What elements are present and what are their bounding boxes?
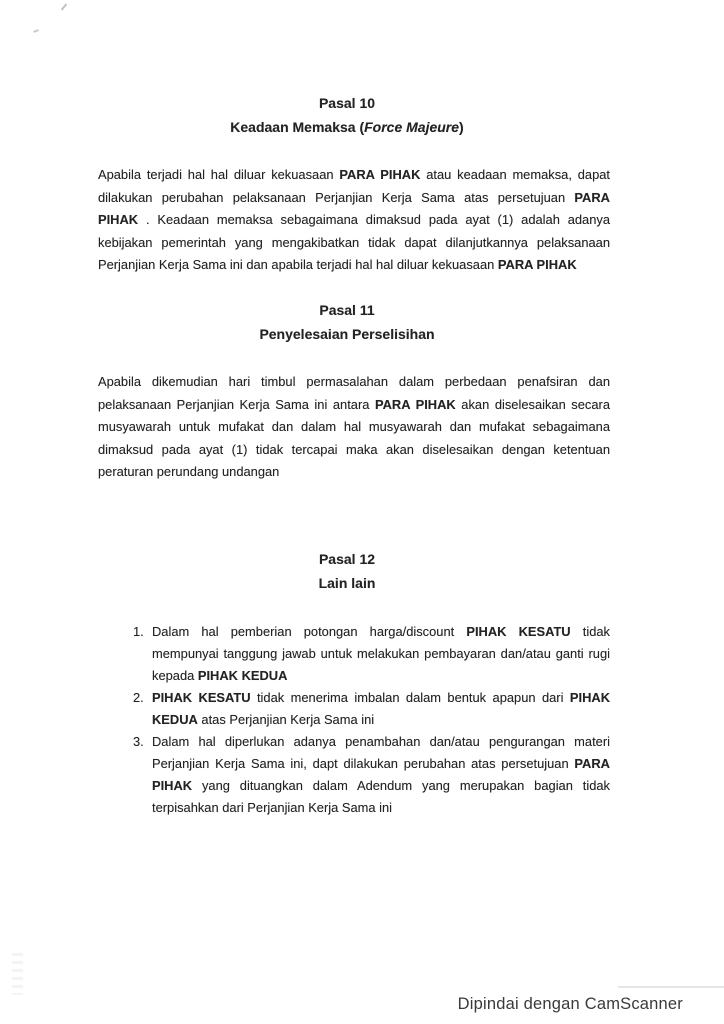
text-segment: PIHAK KESATU	[152, 690, 251, 705]
text-segment: PIHAK	[152, 778, 193, 793]
text-segment: atas Perjanjian Kerja Sama ini	[197, 712, 375, 727]
text-line	[152, 665, 610, 687]
text-line	[98, 232, 610, 255]
text-segment: PARA	[574, 189, 610, 205]
text-segment: Dalam hal diperlukan adanya penambahan dan/atau pengurangan materi	[152, 734, 610, 749]
text-segment: Lain lain	[318, 575, 376, 591]
text-segment: PARA PIHAK	[339, 167, 421, 182]
text-line	[98, 187, 610, 210]
text-segment: pelaksanaan Perjanjian Kerja Sama ini antara	[98, 396, 375, 412]
text-segment: musyawarah untuk mufakat dan dalam hal musyawarah dan mufakat sebagaimana	[98, 419, 610, 434]
text-line	[152, 731, 610, 753]
paragraph-pasal-11	[98, 371, 610, 484]
list-item	[133, 687, 610, 731]
text-segment: PIHAK	[569, 690, 610, 705]
scan-speck-artifact	[33, 29, 39, 33]
text-segment: Dalam hal pemberian potongan harga/discount	[152, 624, 467, 639]
scan-speck-artifact	[61, 3, 68, 10]
text-line	[152, 797, 610, 819]
list-item-number: 2.	[133, 690, 144, 705]
text-segment: Apabila dikemudian hari timbul permasalahan dalam perbedaan penafsiran dan	[98, 374, 610, 389]
text-segment: kebijakan pemerintah yang mengakibatkan tidak dapat dilanjutkannya pelaksanaan	[98, 234, 610, 250]
text-segment: PIHAK KEDUA	[197, 668, 288, 683]
text-segment: )	[459, 119, 464, 135]
text-segment: tidak menerima imbalan dalam bentuk apapun dari	[250, 690, 570, 705]
text-segment: Force Majeure	[364, 119, 460, 135]
section-subtitle	[91, 119, 603, 135]
text-line	[98, 439, 610, 462]
text-line	[152, 753, 610, 775]
text-segment: kepada	[152, 668, 198, 683]
text-segment: tidak	[570, 624, 610, 639]
text-segment: PIHAK	[98, 212, 139, 227]
section-subtitle	[91, 575, 603, 591]
text-line	[152, 709, 610, 731]
list-item	[133, 621, 610, 687]
list-item-number: 1.	[133, 624, 144, 639]
text-segment: dilakukan perubahan pelaksanaan Perjanjian Kerja Sama atas persetujuan	[98, 189, 575, 205]
text-segment: terpisahkan dari Perjanjian Kerja Sama ini	[152, 800, 393, 815]
list-item-number: 3.	[133, 734, 144, 749]
text-segment: mempunyai tanggung jawab untuk melakukan pembayaran dan/atau ganti rugi	[152, 646, 610, 661]
text-line	[152, 687, 610, 709]
text-segment: yang dituangkan dalam Adendum yang merupakan bagian tidak	[192, 778, 610, 793]
text-segment: akan diselesaikan secara	[455, 396, 611, 412]
list-item-body	[152, 621, 610, 687]
section-title: Pasal 11	[319, 302, 375, 318]
paragraph-pasal-10	[98, 164, 610, 277]
text-line	[98, 254, 610, 277]
text-segment: . Keadaan memaksa sebagaimana dimaksud pada ayat (1) adalah adanya	[138, 212, 610, 227]
text-segment: PARA PIHAK	[374, 396, 456, 412]
list-item-body	[152, 687, 610, 731]
section-title: Pasal 10	[318, 95, 376, 111]
text-segment: peraturan perundang undangan	[98, 464, 280, 479]
section-heading-pasal-12	[91, 551, 603, 591]
text-segment: KEDUA	[152, 712, 198, 727]
scan-smudge-artifact	[12, 953, 23, 995]
list-item	[133, 731, 610, 819]
text-segment: PIHAK KESATU	[466, 624, 571, 639]
text-line	[98, 164, 610, 187]
text-segment: atau keadaan memaksa, dapat	[420, 167, 610, 182]
text-line	[98, 416, 610, 439]
text-segment: dimaksud pada ayat (1) tidak tercapai maka akan diselesaikan dengan ketentuan	[98, 441, 610, 457]
scan-edge-artifact	[618, 986, 724, 988]
text-segment: Keadaan Memaksa (	[230, 119, 365, 135]
text-line	[152, 643, 610, 665]
text-segment: Penyelesaian Perselisihan	[259, 326, 435, 342]
text-line	[152, 775, 610, 797]
text-segment: PARA	[574, 756, 610, 771]
section-heading-pasal-10	[91, 95, 603, 135]
section-title: Pasal 12	[318, 551, 376, 567]
list-item-body	[152, 731, 610, 819]
text-line	[98, 394, 610, 417]
text-segment: Apabila terjadi hal hal diluar kekuasaan	[98, 167, 340, 182]
section-heading-pasal-11	[91, 302, 603, 342]
text-line	[98, 371, 610, 394]
text-line	[98, 209, 610, 232]
text-segment: Perjanjian Kerja Sama ini, dapt dilakukan perubahan atas persetujuan	[152, 756, 575, 771]
numbered-list-pasal-12	[133, 621, 610, 819]
text-line	[152, 621, 610, 643]
text-segment: Perjanjian Kerja Sama ini dan apabila terjadi hal hal diluar kekuasaan	[98, 257, 498, 272]
text-segment: PARA PIHAK	[497, 257, 577, 272]
section-subtitle	[91, 326, 603, 342]
text-line	[98, 461, 610, 484]
camscanner-watermark: Dipindai dengan CamScanner	[457, 995, 683, 1013]
